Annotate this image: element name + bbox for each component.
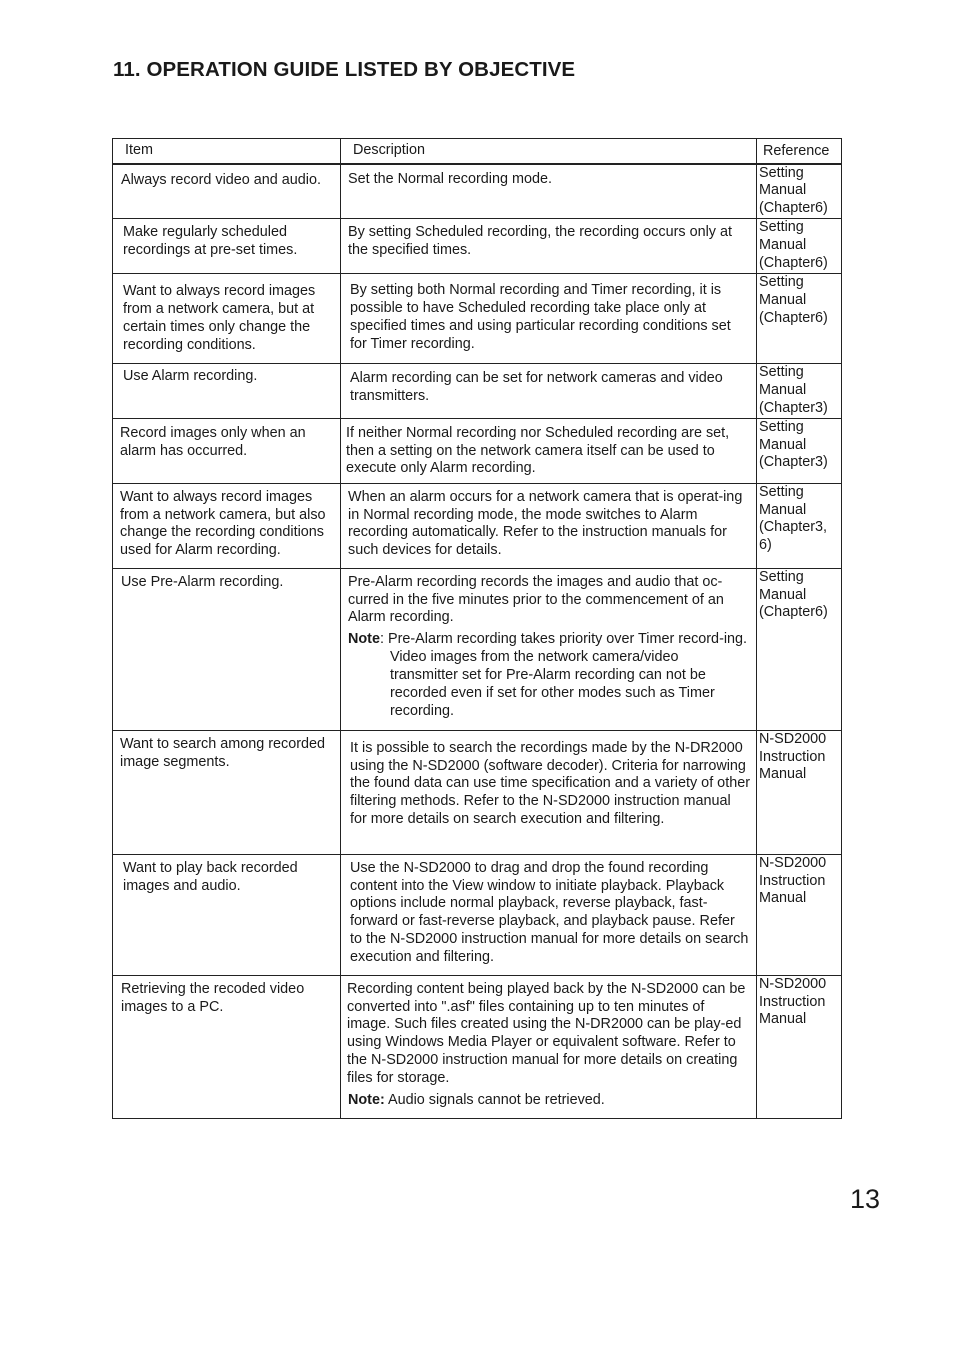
row-reference: Setting Manual (Chapter3): [757, 363, 842, 418]
row-note: [347, 1092, 750, 1110]
header-reference: Reference: [757, 139, 842, 164]
row-description: By setting Scheduled recording, the recording occurs only at the specified times.: [341, 219, 757, 274]
row-reference: Setting Manual (Chapter3, 6): [757, 483, 842, 568]
row-item: Make regularly scheduled recordings at pre-set times.: [113, 219, 341, 274]
row-description-text: Recording content being played back by the N-SD2000 can be converted into ".asf" files containing up to ten minutes of image. Such files created using the N-DR2000 can be play-ed using Windows Media Player or equivalent software. Refer to the N-SD2000 instruction manual for more details on creating files for storage.: [347, 980, 746, 1087]
row-item: Use Pre-Alarm recording.: [113, 568, 341, 730]
row-description: Alarm recording can be set for network cameras and video transmitters.: [341, 363, 757, 418]
row-reference: Setting Manual (Chapter6): [757, 568, 842, 730]
note-text: Audio signals cannot be retrieved.: [384, 1092, 605, 1109]
table-row: [113, 219, 842, 274]
row-reference: N-SD2000 Instruction Manual: [757, 854, 842, 975]
table-header-row: [113, 139, 842, 164]
row-note: [348, 631, 750, 721]
section-heading: 11. OPERATION GUIDE LISTED BY OBJECTIVE: [113, 58, 576, 81]
row-item: Use Alarm recording.: [113, 363, 341, 418]
row-reference: Setting Manual (Chapter6): [757, 219, 842, 274]
row-item: Want to search among recorded image segments.: [113, 730, 341, 854]
row-description: If neither Normal recording nor Scheduled recording are set, then a setting on the network camera itself can be used to execute only Alarm recording.: [341, 418, 757, 483]
row-description: [341, 975, 757, 1118]
row-item: Want to always record images from a network camera, but at certain times only change the recording conditions.: [113, 273, 341, 363]
row-description: [341, 568, 757, 730]
table-row: [113, 164, 842, 219]
header-description: Description: [341, 139, 757, 164]
header-item: Item: [113, 139, 341, 164]
note-label: Note:: [348, 1092, 385, 1109]
row-item: Retrieving the recoded video images to a PC.: [113, 975, 341, 1118]
row-item: Always record video and audio.: [113, 164, 341, 219]
row-item: Want to always record images from a network camera, but also change the recording conditions used for Alarm recording.: [113, 483, 341, 568]
row-reference: N-SD2000 Instruction Manual: [757, 730, 842, 854]
table-row: [113, 363, 842, 418]
table-row: [113, 483, 842, 568]
row-item: Record images only when an alarm has occurred.: [113, 418, 341, 483]
row-description-text: Pre-Alarm recording records the images and audio that oc-curred in the five minutes prior to the commencement of an Alarm recording.: [348, 573, 724, 626]
row-reference: N-SD2000 Instruction Manual: [757, 975, 842, 1118]
row-reference: Setting Manual (Chapter3): [757, 418, 842, 483]
table-row: [113, 418, 842, 483]
row-description: Use the N-SD2000 to drag and drop the found recording content into the View window to initiate playback. Playback options include normal playback, reverse playback, fast-forward or fast-reverse playback, and playback pause. Refer to the N-SD2000 instruction manual for more details on search execution and filtering.: [341, 854, 757, 975]
table-row: [113, 975, 842, 1118]
row-item: Want to play back recorded images and audio.: [113, 854, 341, 975]
table-row: [113, 273, 842, 363]
row-description: By setting both Normal recording and Timer recording, it is possible to have Scheduled recording take place only at specified times and using particular recording conditions set for Timer recording.: [341, 273, 757, 363]
table-row: [113, 854, 842, 975]
row-reference: Setting Manual (Chapter6): [757, 164, 842, 219]
page-number: 13: [850, 1184, 881, 1214]
row-reference: Setting Manual (Chapter6): [757, 273, 842, 363]
row-description: It is possible to search the recordings made by the N-DR2000 using the N-SD2000 (software decoder). Criteria for narrowing the found data can use time specification and a variety of other filtering methods. Refer to the N-SD2000 instruction manual for more details on search execution and filtering.: [341, 730, 757, 854]
operation-guide-table: [112, 138, 842, 1119]
row-description: When an alarm occurs for a network camera that is operat-ing in Normal recording mode, the mode switches to Alarm recording automatically. Refer to the instruction manuals for such devices for details.: [341, 483, 757, 568]
row-description: Set the Normal recording mode.: [341, 164, 757, 219]
table-row: [113, 568, 842, 730]
note-label: Note: [348, 631, 380, 648]
note-text: : Pre-Alarm recording takes priority over Timer record-ing. Video images from the network camera/video transmitter set for Pre-Alarm recording can not be recorded even if set for other modes such as Timer recording.: [379, 631, 748, 719]
table-row: [113, 730, 842, 854]
